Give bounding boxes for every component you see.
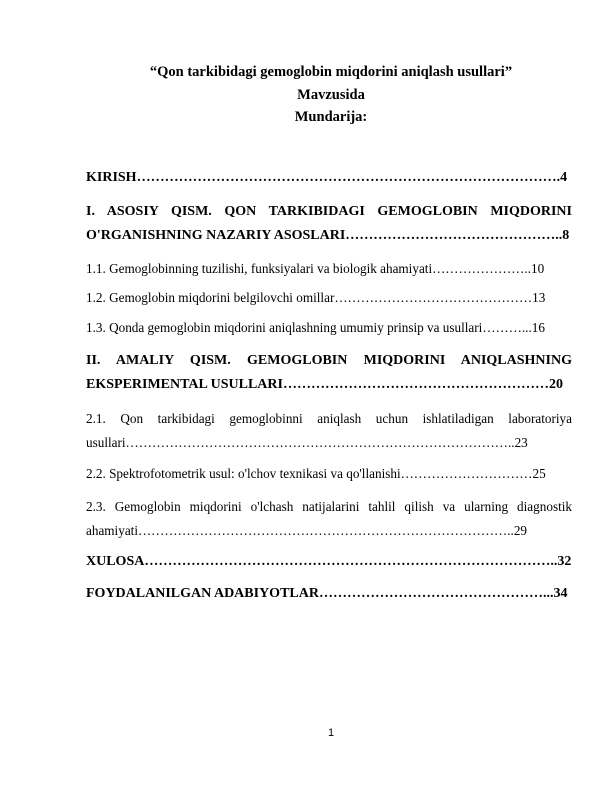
toc-entry-2-2[interactable]: 2.2. Spektrofotometrik usul: o'lchov texnikasi va qo'llanishi…………………………25	[86, 466, 546, 481]
toc-entry-1-3[interactable]: 1.3. Qonda gemoglobin miqdorini aniqlashning umumiy prinsip va usullari………...16	[86, 320, 545, 335]
toc-entry-part1-line1[interactable]: I. ASOSIY QISM. QON TARKIBIDAGI GEMOGLOBIN MIQDORINI	[86, 204, 572, 219]
toc-entry-part2-line1[interactable]: II. AMALIY QISM. GEMOGLOBIN MIQDORINI ANIQLASHNING	[86, 353, 572, 368]
toc-entry-2-1-line1[interactable]: 2.1. Qon tarkibidagi gemoglobinni aniqlash uchun ishlatiladigan laboratoriya	[86, 411, 572, 426]
contents-heading: Mundarija:	[294, 109, 368, 125]
toc-entry-intro[interactable]: KIRISH……………………………………………………………………………….4	[86, 170, 568, 185]
document-title: “Qon tarkibidagi gemoglobin miqdorini aniqlash usullari”	[149, 64, 513, 80]
toc-entry-1-1[interactable]: 1.1. Gemoglobinning tuzilishi, funksiyalari va biologik ahamiyati…………………..10	[86, 261, 545, 276]
page-number: 1	[327, 727, 335, 739]
toc-entry-part1-line2[interactable]: O'RGANISHNING NAZARIY ASOSLARI………………………………………..8	[86, 228, 570, 243]
toc-entry-references[interactable]: FOYDALANILGAN ADABIYOTLAR…………………………………………...34	[86, 586, 568, 601]
toc-entry-1-2[interactable]: 1.2. Gemoglobin miqdorini belgilovchi omillar………………………………………13	[86, 290, 546, 305]
document-subtitle: Mavzusida	[297, 87, 365, 103]
toc-entry-2-1-line2[interactable]: usullari……………………………………………………………………………..23	[86, 435, 528, 450]
toc-entry-2-3-line1[interactable]: 2.3. Gemoglobin miqdorini o'lchash natijalarini tahlil qilish va ularning diagnostik	[86, 499, 572, 514]
toc-entry-conclusion[interactable]: XULOSA……………………………………………………………………………..32	[86, 554, 572, 569]
toc-entry-part2-line2[interactable]: EKSPERIMENTAL USULLARI…………………………………………………20	[86, 377, 563, 392]
toc-entry-2-3-line2[interactable]: ahamiyati…………………………………………………………………………..29	[86, 523, 528, 538]
